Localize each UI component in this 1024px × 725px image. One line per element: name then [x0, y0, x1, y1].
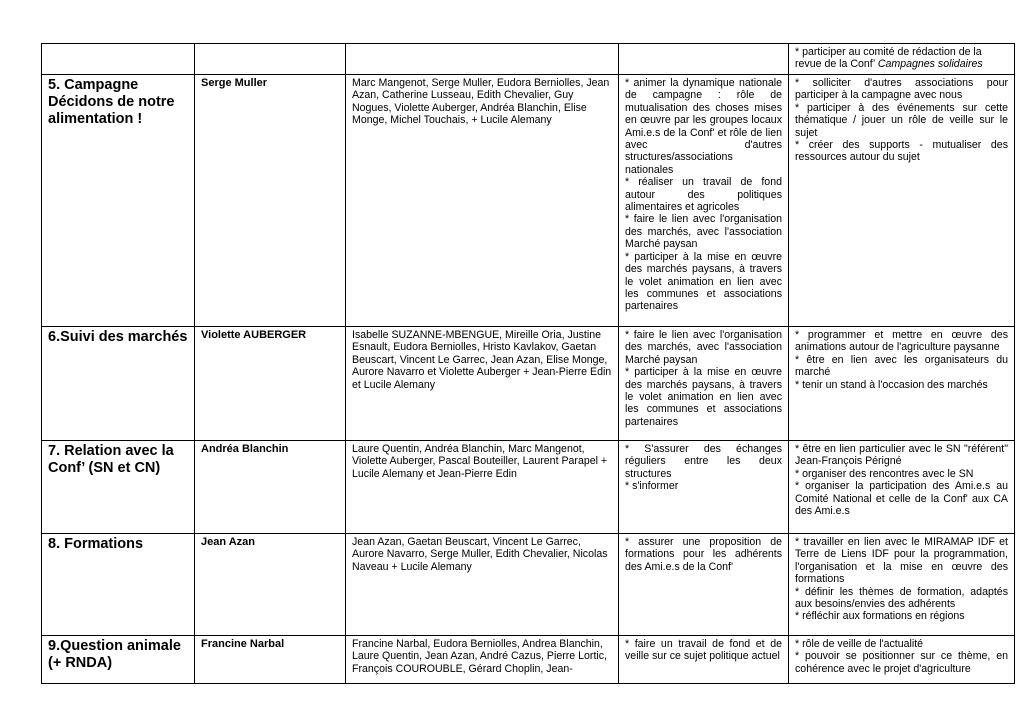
missions-text: [619, 636, 789, 684]
pilote-name: Francine Narbal: [195, 636, 346, 684]
bullet-line: * définir les thèmes de formation, adaptés aux besoins/envies des adhérents: [795, 585, 1008, 611]
actions-text: [789, 441, 1015, 534]
actions-text: [789, 75, 1015, 327]
actions-text-line: * participer au comité de rédaction de la: [795, 46, 982, 58]
actions-text: [789, 534, 1015, 636]
bullet-line: * S'assurer des échanges réguliers entre les deux structures: [625, 443, 782, 480]
axe-title: 6.Suivi des marchés: [42, 327, 195, 441]
members-list: Isabelle SUZANNE-MBENGUE, Mireille Oria, Justine Esnault, Eudora Berniolles, Hristo Kavlakov, Gaetan Beuscart, Vincent Le Garrec, Jean Azan, Elise Monge, Aurore Navarro et Violette Auberger + Jean-Pierre Edin et Lucile Alemany: [346, 327, 619, 441]
table-row: [42, 534, 1015, 636]
members-list: Jean Azan, Gaetan Beuscart, Vincent Le Garrec, Aurore Navarro, Serge Muller, Edith Chevalier, Nicolas Naveau + Lucile Alemany: [346, 534, 619, 636]
missions-text: [619, 327, 789, 441]
axe-title: 8. Formations: [42, 534, 195, 636]
bullet-line: * organiser la participation des Ami.e.s au Comité National et celle de la Conf' aux CA des Ami.e.s: [795, 480, 1008, 518]
bullet-line: * tenir un stand à l'occasion des marchés: [795, 378, 988, 391]
bullet-line: * participer à la mise en œuvre des marchés paysans, à travers le volet animation en lien avec les communes et associations partenaires: [625, 250, 782, 313]
bullet-line: * participer à des événements sur cette thématique / jouer un rôle de veille sur le sujet: [795, 101, 1008, 139]
actions-text-line: revue de la Conf’: [795, 58, 878, 71]
bullet-line: * pouvoir se positionner sur ce thème, en cohérence avec le projet d'agriculture: [795, 650, 1008, 675]
missions-text: [619, 441, 789, 534]
table-row: [42, 441, 1015, 534]
members-list: Laure Quentin, Andréa Blanchin, Marc Mangenot, Violette Auberger, Pascal Bouteiller, Laurent Parapel + Lucile Alemany et Jean-Pierre Edin: [346, 441, 619, 534]
table-row: [42, 636, 1015, 684]
bullet-line: * faire le lien avec l'organisation des marchés, avec l'association Marché paysan: [625, 213, 782, 251]
pilote-name: Andréa Blanchin: [195, 441, 346, 534]
axe-cell: [42, 44, 195, 75]
members-list: Francine Narbal, Eudora Berniolles, Andrea Blanchin, Laure Quentin, Jean Azan, André Cazus, Pierre Lortic, François COUROUBLE, Gérard Choplin, Jean-: [346, 636, 619, 684]
pilote-cell: [195, 44, 346, 75]
pilote-name: Jean Azan: [195, 534, 346, 636]
bullet-line: * assurer une proposition de formations pour les adhérents des Ami.e.s de la Conf': [625, 536, 782, 573]
members-list: Marc Mangenot, Serge Muller, Eudora Berniolles, Jean Azan, Catherine Lusseau, Edith Chevalier, Guy Nogues, Violette Auberger, Andréa Blanchin, Elise Monge, Michel Touchais, + Lucile Alemany: [346, 75, 619, 327]
bullet-line: * s'informer: [625, 480, 679, 493]
bullet-line: * animer la dynamique nationale de campagne : rôle de mutualisation des choses mises en œuvre par les groupes locaux Ami.e.s de la Conf' et rôle de lien avec d'autres structures/associations nationales: [625, 77, 782, 176]
actions-text: [789, 636, 1015, 684]
missions-text: [619, 534, 789, 636]
axe-title: 7. Relation avec la Conf’ (SN et CN): [42, 441, 195, 534]
bullet-line: * faire le lien avec l'organisation des marchés, avec l'association Marché paysan: [625, 329, 782, 366]
pilote-name: Serge Muller: [195, 75, 346, 327]
bullet-line: * faire un travail de fond et de veille sur ce sujet politique actuel: [625, 638, 782, 663]
bullet-line: * réaliser un travail de fond autour des politiques alimentaires et agricoles: [625, 176, 782, 214]
working-groups-table: [41, 43, 1015, 684]
members-cell: [346, 44, 619, 75]
actions-text: [789, 327, 1015, 441]
magazine-title: Campagnes solidaires: [877, 58, 983, 71]
bullet-line: * créer des supports - mutualiser des ressources autour du sujet: [795, 139, 1008, 164]
table-row: [42, 75, 1015, 327]
bullet-line: * être en lien avec les organisateurs du marché: [795, 353, 1008, 379]
bullet-line: * réfléchir aux formations en régions: [795, 610, 965, 623]
axe-title: 9.Question animale (+ RNDA): [42, 636, 195, 684]
missions-cell: [619, 44, 789, 75]
bullet-line: * solliciter d'autres associations pour participer à la campagne avec nous: [795, 77, 1008, 102]
table-row-continued: [42, 44, 1015, 75]
bullet-line: * programmer et mettre en œuvre des animations autour de l'agriculture paysanne: [795, 329, 1008, 354]
bullet-line: * travailler en lien avec le MIRAMAP IDF et Terre de Liens IDF pour la programmation, l'organisation et la mise en œuvre des formations: [795, 536, 1008, 586]
bullet-line: * organiser des rencontres avec le SN: [795, 467, 974, 480]
bullet-line: * rôle de veille de l'actualité: [795, 638, 924, 650]
bullet-line: * participer à la mise en œuvre des marchés paysans, à travers le volet animation en lien avec les communes et associations partenaires: [625, 366, 782, 428]
missions-text: [619, 75, 789, 327]
table-row: [42, 327, 1015, 441]
actions-cell: [789, 44, 1015, 75]
pilote-name: Violette AUBERGER: [195, 327, 346, 441]
axe-title: 5. Campagne Décidons de notre alimentation !: [42, 75, 195, 327]
bullet-line: * être en lien particulier avec le SN "référent" Jean-François Périgné: [795, 443, 1008, 468]
